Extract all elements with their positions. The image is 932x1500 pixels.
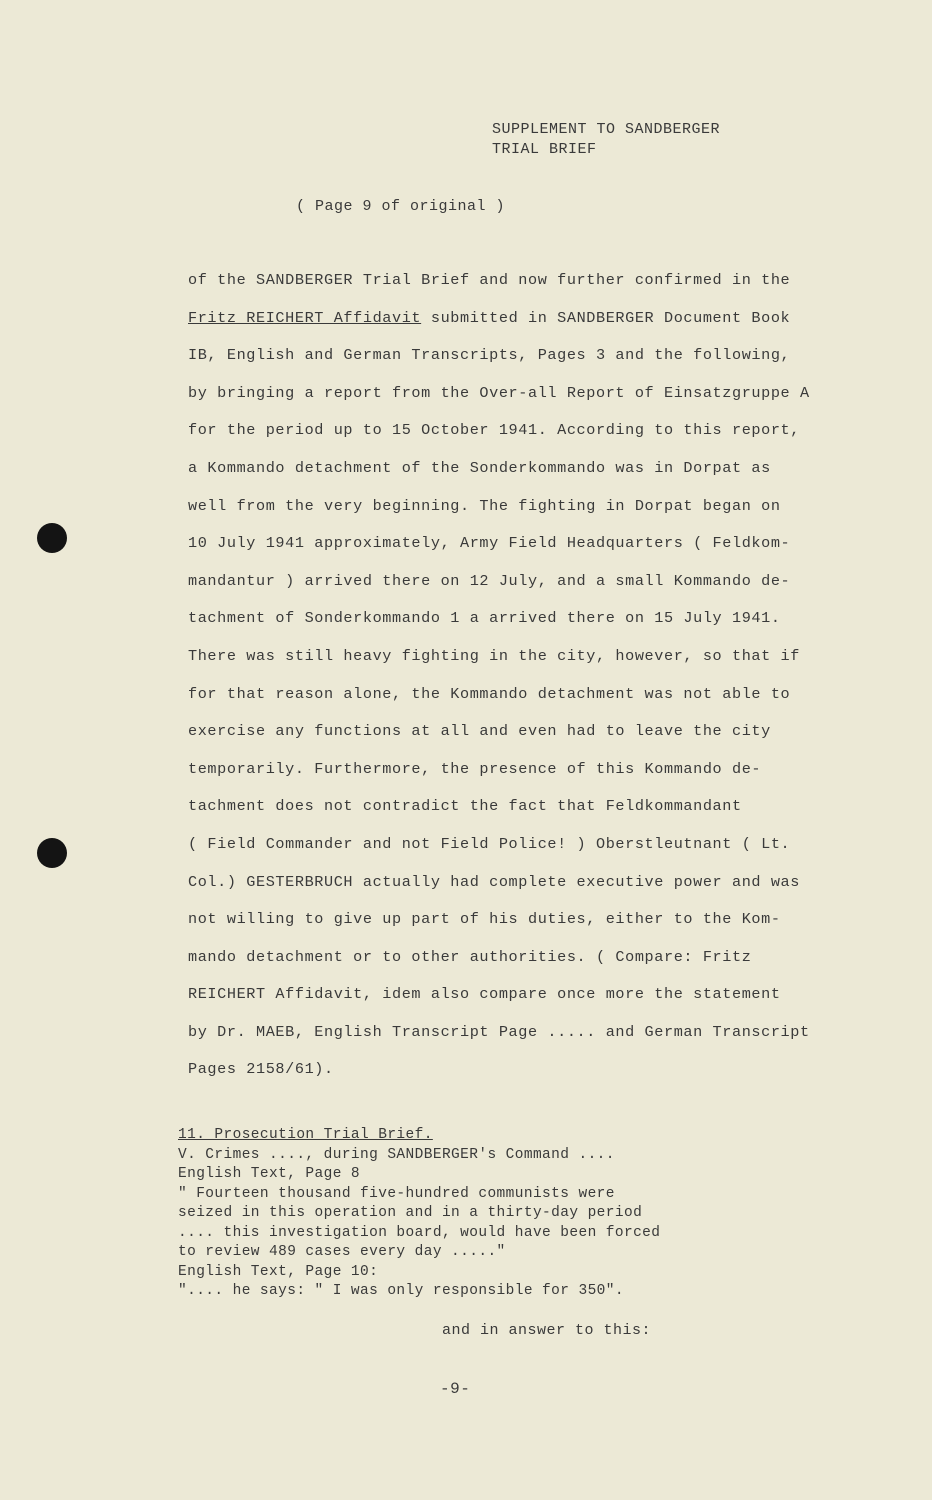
quote-line: English Text, Page 10: xyxy=(178,1263,379,1280)
header-line-1: SUPPLEMENT TO SANDBERGER xyxy=(492,121,721,138)
body-line: ( Field Commander and not Field Police! ) Oberstleutnant ( Lt. xyxy=(188,834,791,853)
body-line: by Dr. MAEB, English Transcript Page ..... and German Transcript xyxy=(188,1022,810,1041)
page-number: -9- xyxy=(440,1380,471,1398)
quote-line: .... this investigation board, would have been forced xyxy=(178,1224,661,1241)
quote-line: English Text, Page 8 xyxy=(178,1166,361,1182)
quoted-excerpt xyxy=(178,1126,718,1302)
body-line: 10 July 1941 approximately, Army Field Headquarters ( Feldkom- xyxy=(188,534,791,553)
body-line: by bringing a report from the Over-all Report of Einsatzgruppe A xyxy=(188,383,810,402)
body-line: IB, English and German Transcripts, Pages 3 and the following, xyxy=(188,346,791,365)
body-line: Pages 2158/61). xyxy=(188,1060,334,1079)
punch-hole xyxy=(37,838,67,868)
quote-line: V. Crimes ...., during SANDBERGER's Command .... xyxy=(178,1146,615,1163)
quote-line: to review 489 cases every day ....." xyxy=(178,1244,506,1260)
header-line-2: TRIAL BRIEF xyxy=(492,141,597,158)
quote-line: " Fourteen thousand five-hundred communists were xyxy=(178,1185,615,1202)
underlined-affidavit-title: Fritz REICHERT Affidavit xyxy=(188,308,422,327)
closing-line: and in answer to this: xyxy=(442,1322,652,1339)
quote-heading: 11. Prosecution Trial Brief. xyxy=(178,1127,433,1143)
quote-line: ".... he says: " I was only responsible for 350". xyxy=(178,1283,624,1299)
document-header xyxy=(492,120,720,160)
body-text xyxy=(188,262,828,1089)
body-line: a Kommando detachment of the Sonderkommando was in Dorpat as xyxy=(188,458,771,477)
body-line: mando detachment or to other authorities. ( Compare: Fritz xyxy=(188,947,752,966)
body-line: for that reason alone, the Kommando detachment was not able to xyxy=(188,684,791,703)
body-line: There was still heavy fighting in the city, however, so that if xyxy=(188,646,800,665)
body-line: temporarily. Furthermore, the presence of this Kommando de- xyxy=(188,759,762,778)
quote-line: seized in this operation and in a thirty-day period xyxy=(178,1205,643,1221)
body-line: not willing to give up part of his duties, either to the Kom- xyxy=(188,910,781,929)
punch-hole xyxy=(37,523,67,553)
body-line-rest: submitted in SANDBERGER Document Book xyxy=(421,308,791,327)
body-line: for the period up to 15 October 1941. According to this report, xyxy=(188,421,800,440)
page-note: ( Page 9 of original ) xyxy=(296,198,506,215)
body-line: mandantur ) arrived there on 12 July, and a small Kommando de- xyxy=(188,571,791,590)
body-line: exercise any functions at all and even had to leave the city xyxy=(188,722,771,741)
body-line: tachment of Sonderkommando 1 a arrived there on 15 July 1941. xyxy=(188,609,781,628)
body-line: of the SANDBERGER Trial Brief and now further confirmed in the xyxy=(188,271,791,289)
body-line: REICHERT Affidavit, idem also compare once more the statement xyxy=(188,985,781,1004)
body-line: tachment does not contradict the fact that Feldkommandant xyxy=(188,797,742,816)
body-line: Col.) GESTERBRUCH actually had complete executive power and was xyxy=(188,872,800,891)
body-line: well from the very beginning. The fighting in Dorpat began on xyxy=(188,496,781,515)
body-line xyxy=(188,300,828,338)
